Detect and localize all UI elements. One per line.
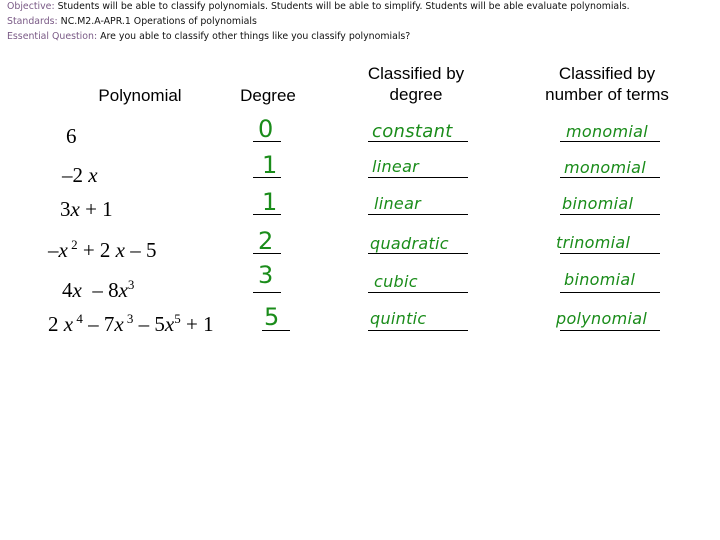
classified-by-terms-heading: Classified by number of terms — [545, 64, 669, 104]
degree-answer: 5 — [264, 303, 280, 331]
standards-label: Standards: — [7, 16, 58, 27]
polynomial-row-2: –2 x — [62, 163, 98, 187]
classified-by-degree-answer: linear — [372, 157, 420, 176]
classified-by-terms-answer: binomial — [562, 194, 634, 213]
classification-blank — [560, 253, 660, 254]
classification-blank — [368, 330, 468, 331]
degree-answer: 1 — [262, 188, 278, 216]
degree-blank — [253, 292, 281, 293]
polynomial-row-5: $4x - 8x^3$ — [62, 277, 135, 302]
degree-answer: 3 — [258, 261, 274, 289]
objective-text: Students will be able to classify polynomials. Students will be able to simplify. Students will be able evaluate polynomials. — [54, 1, 630, 12]
classified-by-terms-answer: polynomial — [556, 309, 648, 328]
standards-line — [7, 16, 713, 28]
polynomial-row-6: 2 x $^4$ – 7x $^3 - 5x^5 + 1$ — [48, 311, 214, 336]
classified-by-terms-answer: monomial — [564, 158, 646, 177]
classification-blank — [560, 330, 660, 331]
classified-by-degree-answer: quintic — [370, 309, 427, 328]
classified-by-degree-answer: linear — [374, 194, 422, 213]
classification-blank — [560, 292, 660, 293]
degree-heading: Degree — [240, 86, 296, 105]
classified-by-terms-answer: binomial — [564, 270, 636, 289]
classified-by-terms-answer: monomial — [566, 122, 648, 141]
polynomial-row-1: 6 — [66, 124, 77, 148]
objective-line — [7, 1, 713, 13]
classification-blank — [560, 214, 660, 215]
degree-answer: 1 — [262, 151, 278, 179]
classified-by-degree-answer: constant — [372, 121, 453, 142]
degree-answer: 0 — [258, 115, 274, 143]
essential-question-line — [7, 31, 713, 43]
standards-text: NC.M2.A-APR.1 Operations of polynomials — [57, 16, 257, 27]
classified-by-degree-heading: Classified by degree — [367, 64, 465, 104]
classification-blank — [368, 214, 468, 215]
objective-label: Objective: — [7, 1, 55, 12]
classified-by-degree-answer: quadratic — [370, 234, 449, 253]
classified-by-degree-answer: cubic — [374, 272, 418, 291]
polynomial-row-3: 3x + 1 — [60, 197, 113, 221]
essential-question-text: Are you able to classify other things like you classify polynomials? — [97, 31, 411, 42]
classification-blank — [368, 292, 468, 293]
degree-answer: 2 — [258, 227, 274, 255]
classification-blank — [368, 177, 468, 178]
polynomial-row-4: –x $^2$ + 2 x – 5 — [48, 237, 157, 262]
classified-by-terms-answer: trinomial — [556, 233, 631, 252]
essential-question-label: Essential Question: — [7, 31, 98, 42]
polynomial-heading: Polynomial — [98, 86, 182, 105]
